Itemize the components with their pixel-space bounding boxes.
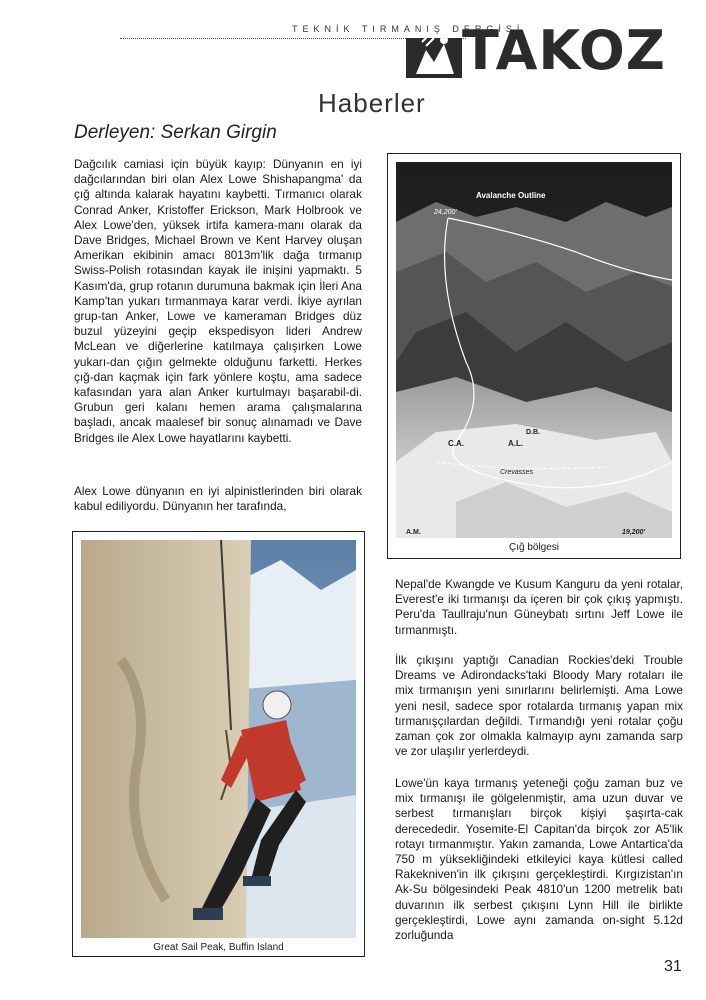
magazine-logo	[404, 19, 674, 82]
avalanche-caption: Çığ bölgesi	[508, 542, 560, 553]
climber-logo-icon	[404, 28, 464, 80]
avalanche-figure	[387, 153, 681, 559]
climber-caption: Great Sail Peak, Buffin Island	[153, 942, 284, 953]
avalanche-photo	[396, 162, 672, 538]
article-paragraph: Dağcılık camiasi için büyük kayıp: Dünyanın en iyi dağcılarından biri olan Alex Lowe Shishapangma' da çığ altında kalarak hayatını kaybetti. Tırmanıcı olarak Conrad Anker, Kristoffer Erickson, Mark Holbrook ve Alex Lowe'den, yüksek irtifa kamera-manı olarak da Dave Bridges, Michael Brown ve Kent Harvey oluşan Amerikan ekibinin amacı 8013m'lik dağa tırmanıp Swiss-Polish rotasından kayak ile inişini yapmaktı. 5 Kasım'da, grup rotanın durumuna bakmak için İleri Ana Kamp'tan yukarı tırmanmaya karar verdi. İkiye ayrılan grup-tan Anker, Lowe ve kameraman Bridges düz buzul yüzeyini geçip ekspedisyon lideri Andrew McLean ve diğerlerine katılmaya çalışırken Lowe yukarı-dan çığın gelmekte olduğunu farketti. Herkes çığ-dan kaçmak için fark yönlere koştu, ama sadece kafasından yara alan Anker kurtulmayı başarabil-di. Grubun geri kalanı hemen arama çalışmalarına başladı, ancak maalesef bir sonuç alınamadı ve Dave Bridges ile Alex Lowe hayatlarını kaybetti.	[74, 157, 362, 445]
article-paragraph: Lowe'ün kaya tırmanış yeteneği çoğu zaman buz ve mix tırmanışı ile gölgelenmiştir, ama uzun duvar ve serbest tırmanışları birçok kişiyi şaşırta-cak derecededir. Yosemite-El Capitan'da birçok zor A5'lik rotayı tırmanmıştır. Yakın zamanda, Lowe Antartica'da 750 m yüksekliğindeki etkileyici kaya kütlesi called Rakekniven'in ilk çıkışını gerçekleştirdi. Kırgızistan'ın Ak-Su bölgesindeki Peak 4810'un 1200 metrelik batı duvarının ilk serbest çıkışını Lynn Hill ile birlikte gerçekleştirdi, Lowe aynı zamanda on-sight 5.12d zorluğunda	[395, 776, 683, 943]
article-paragraph: Alex Lowe dünyanın en iyi alpinistlerinden biri olarak kabul ediliyordu. Dünyanın her tarafında,	[74, 484, 362, 514]
label-db: D.B.	[526, 429, 540, 436]
top-altitude-label: 24,200'	[434, 209, 457, 216]
article-paragraph: İlk çıkışını yaptığı Canadian Rockies'deki Trouble Dreams ve Adirondacks'taki Bloody Mary rotaları ile mix tırmanışın yeni sınırlarını belirlemişti. Ama Lowe yeni nesil, sadece spor rotalarda tırmanış yapan mix tırmanışçılardan değildi. Tırmandığı yeni rotalar çoğu zaman çok zor olmakla kalmayıp aynı zamanda sarp ve zor ulaşılır yerlerdeydi.	[395, 653, 683, 759]
avalanche-figure-title: Avalanche Outline	[476, 191, 546, 200]
label-al: A.L.	[508, 439, 524, 448]
label-ca: C.A.	[448, 439, 464, 448]
label-am: A.M.	[406, 529, 421, 536]
climber-photo	[81, 540, 356, 938]
article-paragraph: Nepal'de Kwangde ve Kusum Kanguru da yeni rotalar, Everest'e iki tırmanışı da içeren bir çok çıkış yapmıştı. Peru'da Taullraju'nun Güneybatı sırtını Jeff Lowe ile tırmanmıştı.	[395, 577, 683, 637]
magazine-tagline: TEKNİK TIRMANIŞ DERGİSİ	[292, 24, 525, 34]
climber-figure	[72, 531, 365, 957]
section-title: Haberler	[318, 88, 426, 118]
page-number: 31	[664, 958, 682, 975]
bottom-altitude-label: 19,200'	[622, 529, 646, 536]
crevasses-label: Crevasses	[500, 469, 534, 476]
byline: Derleyen: Serkan Girgin	[74, 122, 277, 143]
logo-wordmark: TAKOZ	[462, 19, 666, 82]
